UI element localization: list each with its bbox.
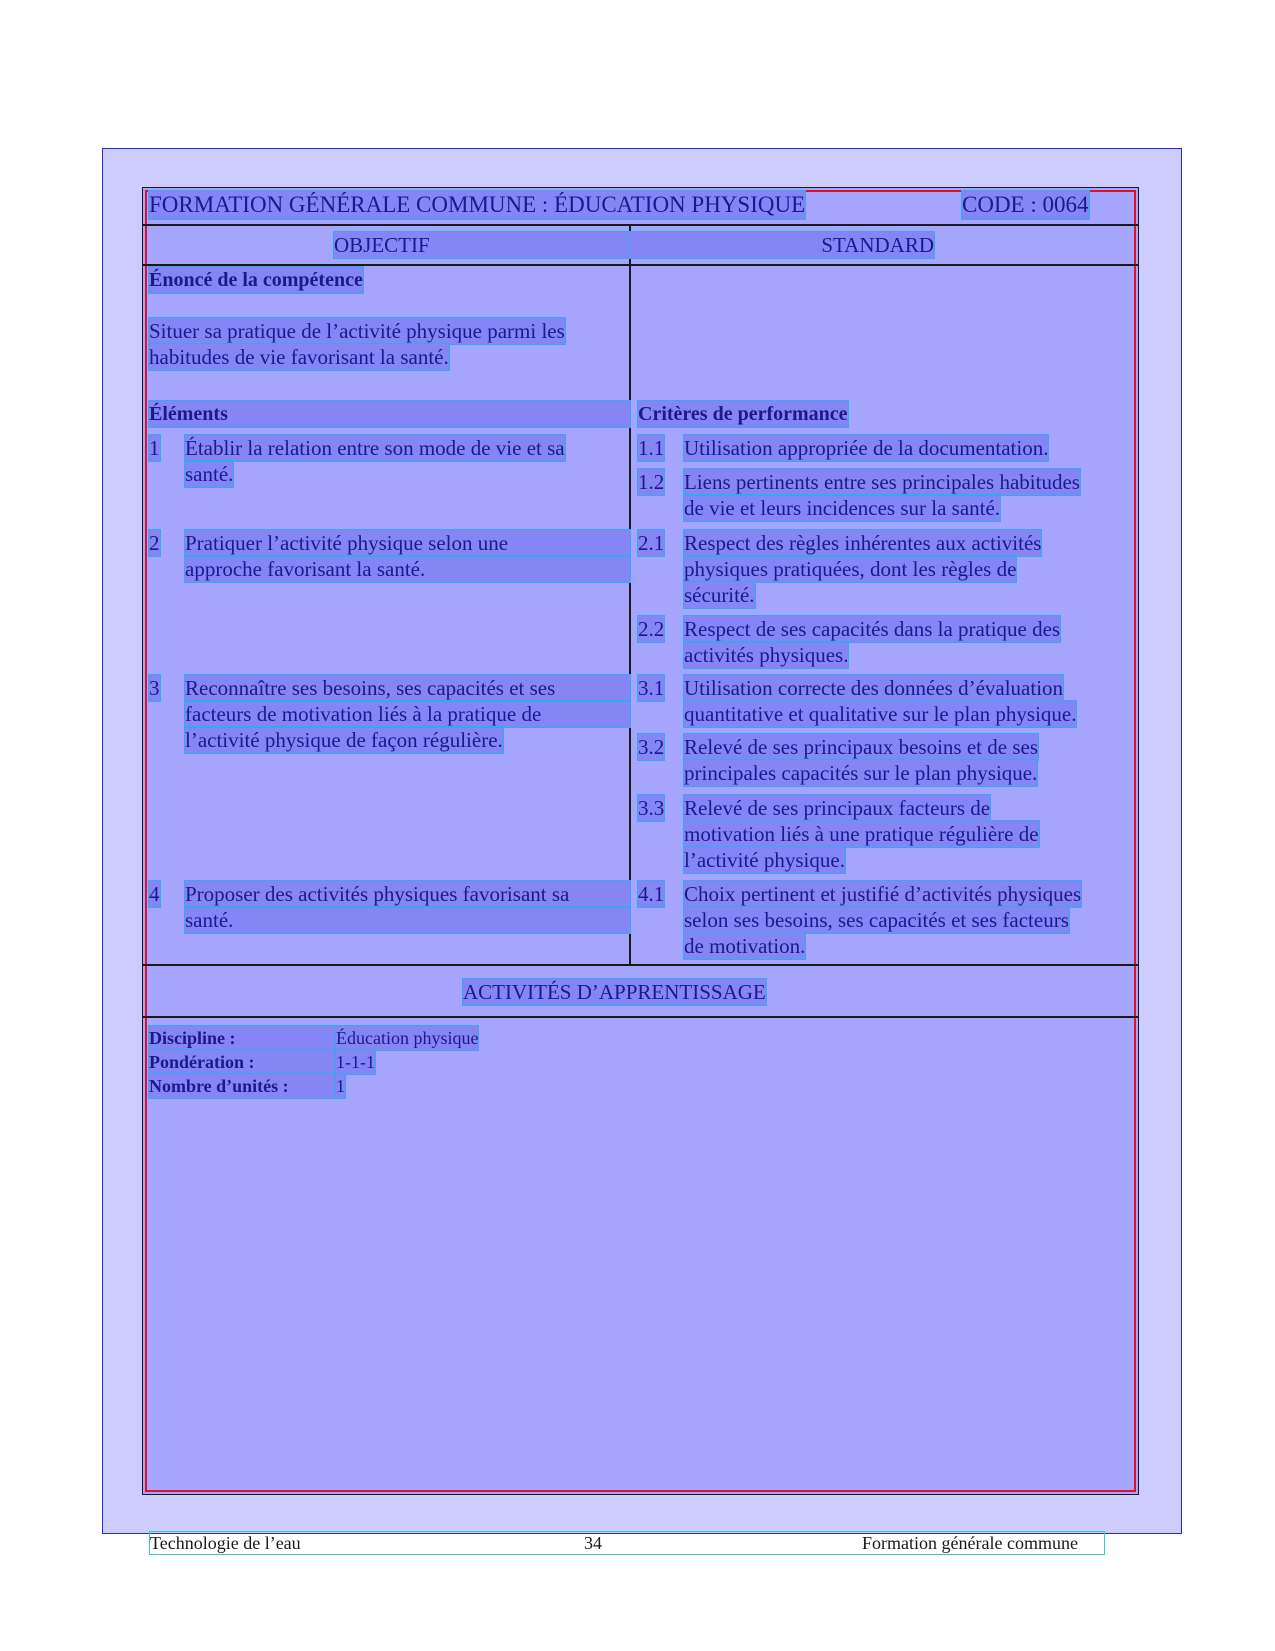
- ponderation-label: Pondération :: [149, 1050, 336, 1074]
- course-code: CODE : 0064: [962, 192, 1089, 217]
- elements-heading: Éléments: [149, 401, 630, 427]
- page-number: 34: [584, 1533, 602, 1553]
- element-text: Reconnaître ses besoins, ses capacités et ses facteurs de motivation liés à la pratique de l’activité physique de façon régulière.: [185, 675, 630, 753]
- footer-left: Technologie de l’eau: [150, 1533, 301, 1553]
- critere-number: 3.3: [638, 796, 665, 820]
- critere-number: 4.1: [638, 882, 665, 906]
- element-text: Pratiquer l’activité physique selon une approche favorisant la santé.: [185, 530, 630, 582]
- column-divider: [629, 224, 631, 964]
- critere-text: Liens pertinents entre ses principales habitudes de vie et leurs incidences sur la santé.: [684, 470, 1080, 520]
- element-number: 1: [149, 436, 160, 460]
- critere-text: Choix pertinent et justifié d’activités physiques selon ses besoins, ses capacités et ses facteurs de motivation.: [684, 882, 1082, 958]
- page-title: FORMATION GÉNÉRALE COMMUNE : ÉDUCATION PHYSIQUE: [149, 192, 806, 217]
- critere-number: 3.2: [638, 735, 665, 759]
- element-number: 2: [149, 531, 160, 555]
- activities-bottom-rule: [142, 1016, 1139, 1018]
- discipline-value: Éducation physique: [336, 1028, 479, 1048]
- column-header-rule: [142, 264, 1139, 266]
- critere-number: 2.1: [638, 531, 665, 555]
- critere-number: 1.1: [638, 436, 665, 460]
- unites-value: 1: [336, 1076, 345, 1096]
- element-number: 3: [149, 676, 160, 700]
- critere-text: Respect de ses capacités dans la pratique des activités physiques.: [684, 617, 1061, 667]
- critere-number: 2.2: [638, 617, 665, 641]
- critere-number: 3.1: [638, 676, 665, 700]
- ponderation-value: 1-1-1: [336, 1052, 375, 1072]
- activities-heading: ACTIVITÉS D’APPRENTISSAGE: [463, 980, 766, 1004]
- critere-text: Respect des règles inhérentes aux activités physiques pratiquées, dont les règles de sécurité.: [684, 531, 1042, 607]
- unites-label: Nombre d’unités :: [149, 1074, 336, 1098]
- column-header-standard: STANDARD: [630, 232, 934, 258]
- element-number: 4: [149, 882, 160, 906]
- element-text: Établir la relation entre son mode de vie et sa santé.: [185, 436, 565, 486]
- footer-right: Formation générale commune: [862, 1533, 1078, 1553]
- discipline-label: Discipline :: [149, 1026, 336, 1050]
- activities-top-rule: [142, 964, 1139, 966]
- critere-text: Relevé de ses principaux besoins et de ses principales capacités sur le plan physique.: [684, 735, 1038, 785]
- element-text: Proposer des activités physiques favorisant sa santé.: [185, 881, 630, 933]
- column-header-objectif: OBJECTIF: [334, 232, 630, 258]
- header-rule: [142, 224, 1139, 226]
- criteres-heading: Critères de performance: [638, 403, 848, 425]
- critere-text: Utilisation appropriée de la documentation.: [684, 436, 1049, 460]
- critere-text: Utilisation correcte des données d’évaluation quantitative et qualitative sur le plan physique.: [684, 676, 1077, 726]
- critere-text: Relevé de ses principaux facteurs de motivation liés à une pratique régulière de l’activité physique.: [684, 796, 1039, 872]
- critere-number: 1.2: [638, 470, 665, 494]
- competence-statement-line: habitudes de vie favorisant la santé.: [149, 345, 449, 369]
- competence-heading: Énoncé de la compétence: [149, 269, 363, 291]
- competence-statement-line: Situer sa pratique de l’activité physique parmi les: [149, 319, 565, 343]
